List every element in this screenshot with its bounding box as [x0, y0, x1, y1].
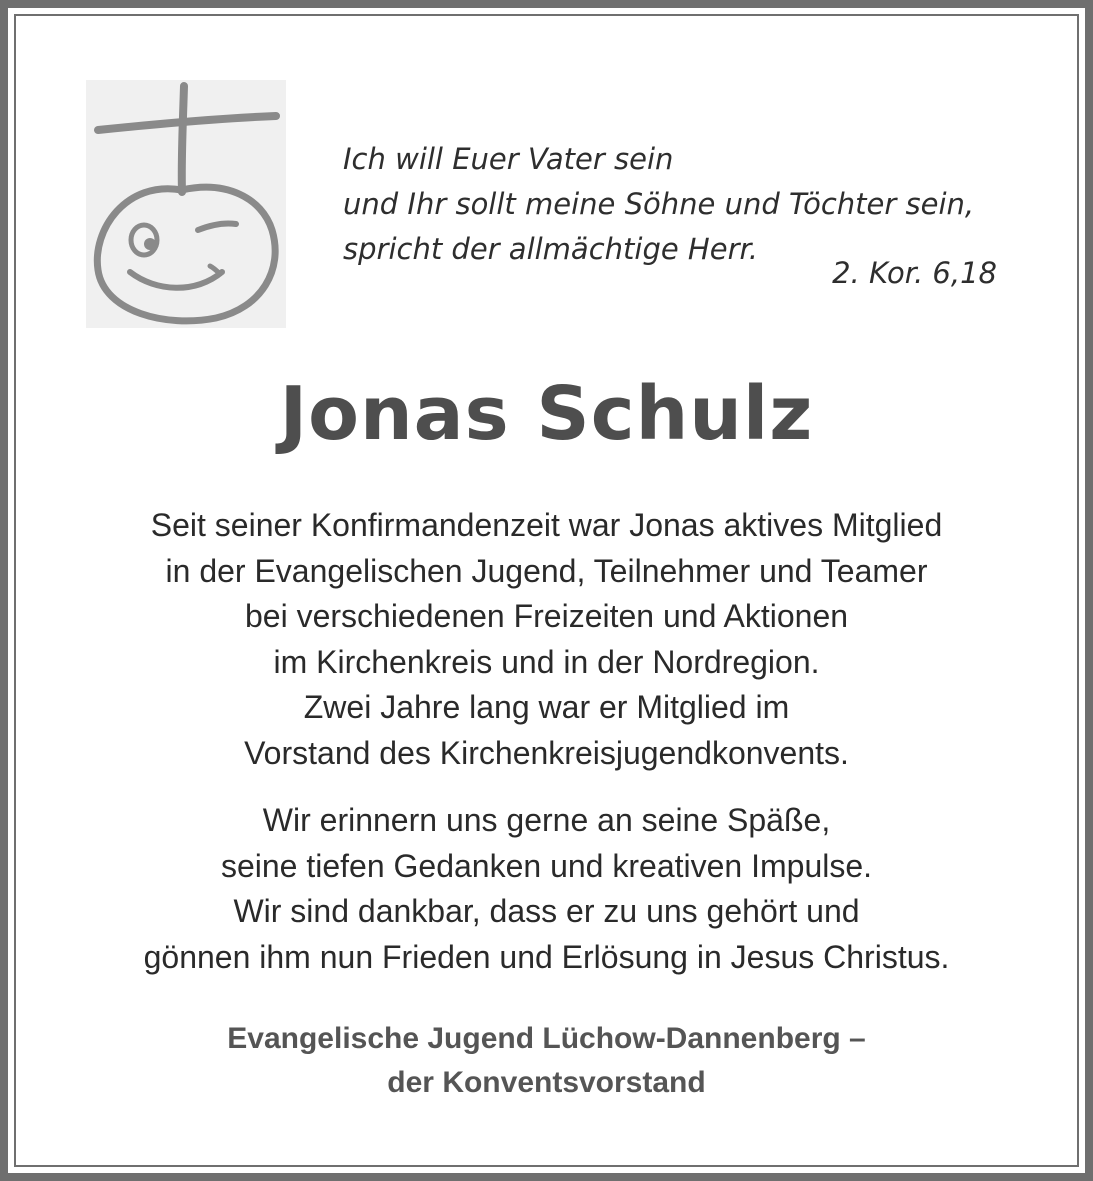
- tribute-paragraph-1: [0, 503, 1093, 777]
- signature-block: [0, 1017, 1093, 1105]
- cross-winking-face-icon: [86, 80, 286, 328]
- paragraph-line: gönnen ihm nun Frieden und Erlösung in Jesus Christus.: [143, 938, 950, 975]
- verse-reference: 2. Kor. 6,18: [832, 256, 997, 290]
- verse-line: spricht der allmächtige Herr.: [343, 232, 758, 266]
- bible-verse: [343, 137, 1023, 272]
- signature-line: Evangelische Jugend Lüchow-Dannenberg –: [227, 1022, 866, 1055]
- paragraph-line: Zwei Jahre lang war er Mitglied im: [303, 689, 790, 726]
- paragraph-line: seine tiefen Gedanken und kreativen Impulse.: [220, 847, 873, 884]
- paragraph-line: in der Evangelischen Jugend, Teilnehmer und Teamer: [165, 552, 928, 589]
- deceased-name: Jonas Schulz: [279, 371, 814, 457]
- paragraph-line: im Kirchenkreis und in der Nordregion.: [273, 643, 820, 680]
- signature-line: der Konventsvorstand: [387, 1066, 706, 1099]
- paragraph-line: Seit seiner Konfirmandenzeit war Jonas aktives Mitglied: [150, 507, 943, 543]
- verse-line: und Ihr sollt meine Söhne und Töchter sein,: [343, 187, 975, 221]
- verse-line: Ich will Euer Vater sein: [343, 142, 674, 176]
- paragraph-line: Wir erinnern uns gerne an seine Späße,: [262, 802, 831, 838]
- paragraph-line: Vorstand des Kirchenkreisjugendkonvents.: [244, 734, 849, 771]
- paragraph-line: bei verschiedenen Freizeiten und Aktionen: [244, 598, 849, 635]
- paragraph-line: Wir sind dankbar, dass er zu uns gehört und: [233, 893, 860, 930]
- tribute-paragraph-2: [0, 798, 1093, 980]
